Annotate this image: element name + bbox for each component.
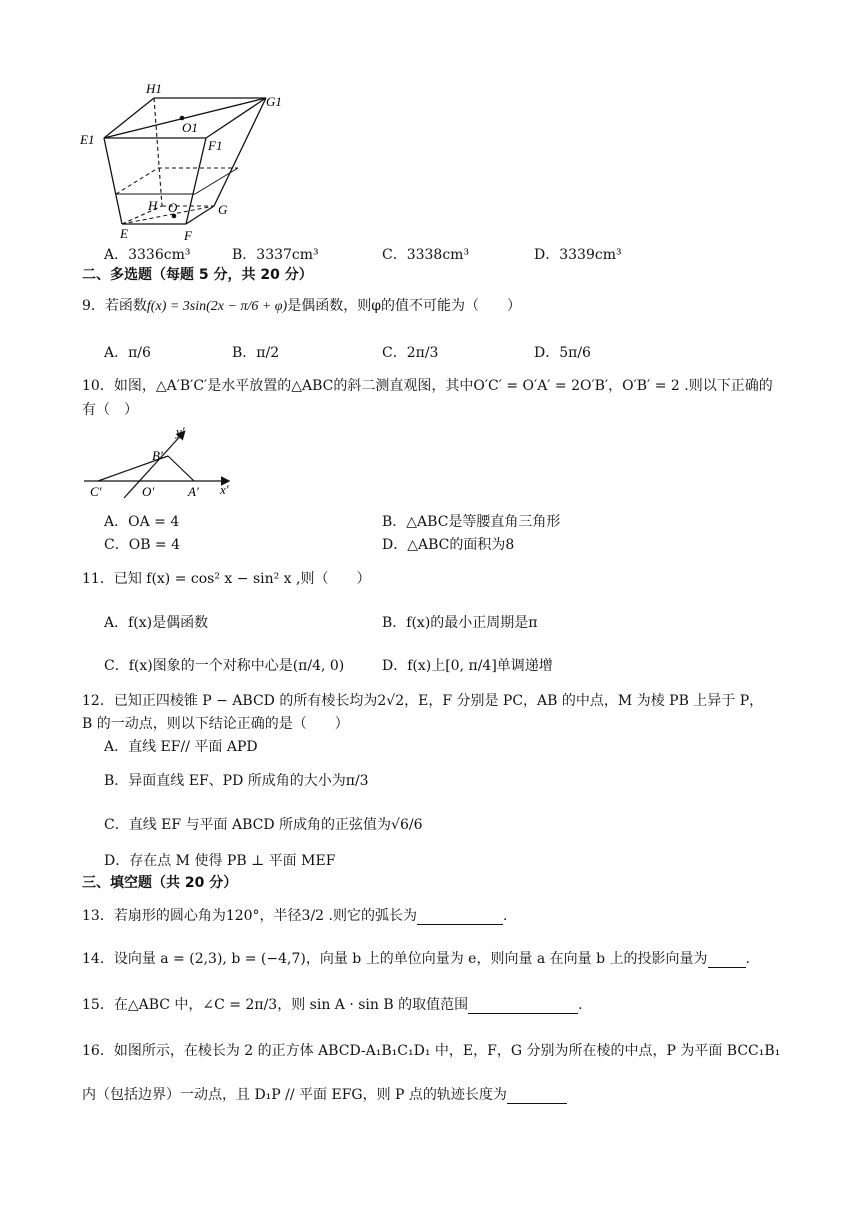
label-h1: H1 [146,81,162,96]
label-o-prime: O′ [142,484,155,499]
label-o1: O1 [182,120,198,135]
hidden-mid-1 [116,168,158,194]
label-h: H [148,198,158,213]
q8-option-c[interactable]: C．3338cm³ [382,247,470,263]
q12-stem-line2: B 的一动点，则以下结论正确的是（ ） [82,716,349,732]
q14 [82,948,750,968]
edge-e1e [104,138,122,224]
q9-option-d[interactable]: D．5π/6 [534,345,591,361]
q14-end: . [745,951,751,967]
edge-f1f [186,138,206,224]
label-o: O [168,200,178,215]
q10-stem-line1: 10．如图，△A′B′C′是水平放置的△ABC的斜二测直观图，其中O′C′ = O′A′ = 2O′B′，O′B′ = 2 .则以下正确的 [82,378,773,394]
label-x-prime: x′ [220,482,229,497]
q13-answer-blank[interactable] [417,910,503,925]
visible-mid-4 [195,168,238,194]
q11-option-b[interactable]: B．f(x)的最小正周期是π [382,615,538,631]
q8-option-b[interactable]: B．3337cm³ [232,247,319,263]
label-a-prime: A′ [188,484,199,499]
label-c-prime: C′ [90,484,102,499]
label-b-prime: B′ [152,448,163,463]
q16-stem-line2: 内（包括边界）一动点，且 D₁P // 平面 EFG，则 P 点的轨迹长度为 [82,1087,507,1103]
section-title-fill-in: 三、填空题（共 20 分） [82,875,238,891]
q15 [82,994,583,1014]
q12-option-c[interactable]: C．直线 EF 与平面 ABCD 所成角的正弦值为√6/6 [104,817,423,833]
label-f1: F1 [208,138,223,153]
q12-option-b[interactable]: B．异面直线 EF、PD 所成角的大小为π/3 [104,773,369,789]
q8-option-d[interactable]: D．3339cm³ [534,247,622,263]
label-g1: G1 [266,94,282,109]
q9-option-c[interactable]: C．2π/3 [382,345,439,361]
q14-answer-blank[interactable] [708,953,746,968]
label-g: G [218,202,228,217]
q15-answer-blank[interactable] [468,999,578,1014]
q14-stem: 14．设向量 a = (2,3), b = (−4,7)，向量 b 上的单位向量为 e，则向量 a 在向量 b 上的投影向量为 [82,951,708,967]
q11-option-c[interactable]: C．f(x)图象的一个对称中心是(π/4, 0) [104,658,345,674]
q11-option-a[interactable]: A．f(x)是偶函数 [104,615,209,631]
q15-end: . [578,997,583,1013]
q16-line2 [82,1084,567,1104]
q16-stem-line1: 16．如图所示，在棱长为 2 的正方体 ABCD-A₁B₁C₁D₁ 中，E，F，G 分别为所在棱的中点，P 为平面 BCC₁B₁ [82,1043,781,1059]
q9-stem-prefix: 9．若函数 [82,298,147,314]
q9-option-a[interactable]: A．π/6 [104,345,151,361]
q10-option-a[interactable]: A．OA = 4 [104,514,180,530]
edge-b-a [168,456,194,481]
q10-option-b[interactable]: B．△ABC是等腰直角三角形 [382,514,561,530]
q10-option-d[interactable]: D．△ABC的面积为8 [382,537,515,553]
q9-stem [82,295,521,315]
q13 [82,905,507,925]
q11-option-d[interactable]: D．f(x)上[0, π/4]单调递增 [382,658,553,674]
q12-option-a[interactable]: A．直线 EF// 平面 APD [104,739,258,755]
q11-stem: 11．已知 f(x) = cos² x − sin² x ,则（ ） [82,571,371,587]
q12-option-d[interactable]: D．存在点 M 使得 PB ⊥ 平面 MEF [104,853,336,869]
label-y-prime: y′ [176,424,185,439]
q10-option-c[interactable]: C．OB = 4 [104,537,181,553]
q15-stem: 15．在△ABC 中，∠C = 2π/3，则 sin A · sin B 的取值范围 [82,997,469,1013]
label-e: E [120,226,128,241]
label-f: F [184,228,192,243]
frustum-figure [78,76,298,244]
q9-option-b[interactable]: B．π/2 [232,345,280,361]
q13-stem: 13．若扇形的圆心角为120°，半径3/2 .则它的弧长为 [82,908,417,924]
q13-end: . [502,908,508,924]
q9-stem-suffix: 是偶函数，则φ的值不可能为（ ） [287,298,522,314]
q10-stem-line2: 有（ ） [82,402,138,418]
q16-answer-blank[interactable] [507,1089,567,1104]
q12-stem-line1: 12．已知正四棱锥 P − ABCD 的所有棱长均为2√2，E，F 分别是 PC，AB 的中点，M 为棱 PB 上异于 P， [82,693,764,709]
oblique-triangle-figure [80,422,250,502]
label-e1: E1 [80,132,95,147]
edge-h1h [154,98,162,206]
q8-option-a[interactable]: A．3336cm³ [104,247,191,263]
section-title-multiple-choice: 二、多选题（每题 5 分，共 20 分） [82,267,313,283]
q9-function: f(x) = 3sin(2x − π/6 + φ) [146,299,288,314]
